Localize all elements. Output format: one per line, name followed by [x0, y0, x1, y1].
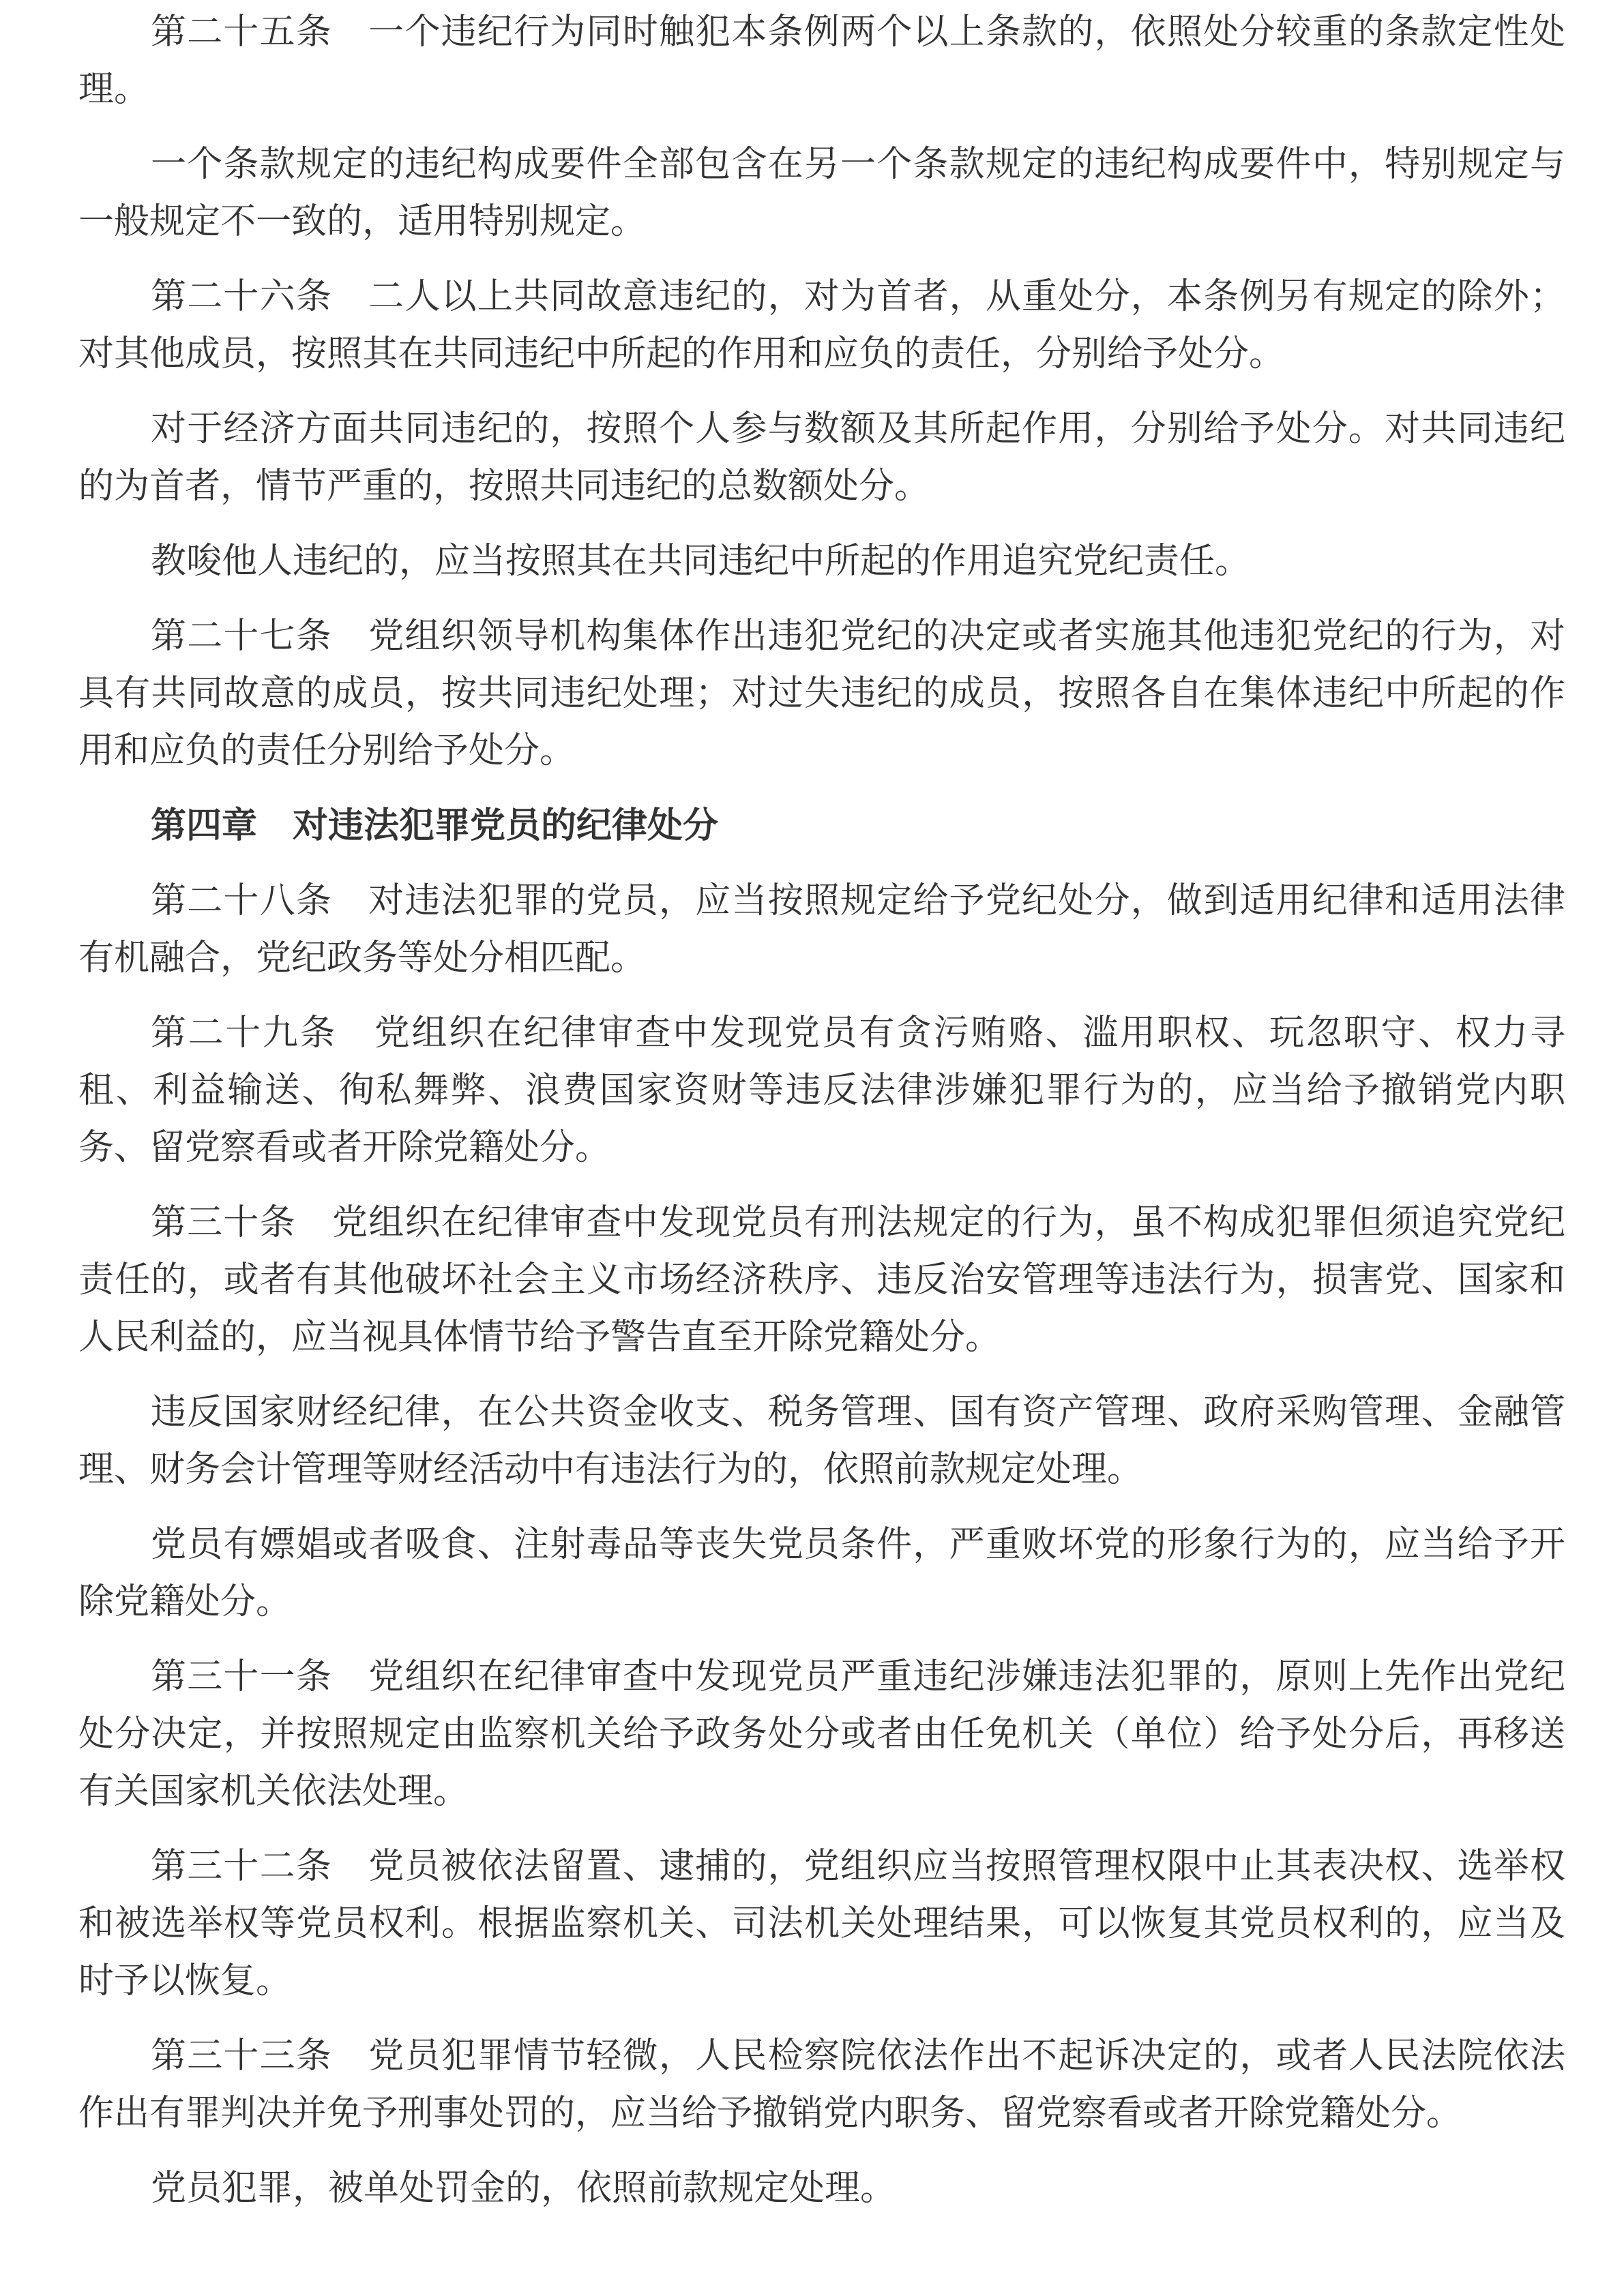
paragraph-article-29: 第二十九条 党组织在纪律审查中发现党员有贪污贿赂、滥用职权、玩忽职守、权力寻租、利益输送、徇私舞弊、浪费国家资财等违反法律涉嫌犯罪行为的，应当给予撤销党内职务、留党察看或者开除党籍处分。: [78, 1013, 1565, 1168]
paragraph-article-33: 第三十三条 党员犯罪情节轻微，人民检察院依法作出不起诉决定的，或者人民法院依法作出有罪判决并免予刑事处罚的，应当给予撤销党内职务、留党察看或者开除党籍处分。: [78, 2036, 1565, 2134]
paragraph: 党员犯罪，被单处罚金的，依照前款规定处理。: [151, 2168, 896, 2209]
paragraph: 党员有嫖娼或者吸食、注射毒品等丧失党员条件，严重败坏党的形象行为的，应当给予开除党籍处分。: [78, 1524, 1565, 1622]
paragraph: 对于经济方面共同违纪的，按照个人参与数额及其所起作用，分别给予处分。对共同违纪的为首者，情节严重的，按照共同违纪的总数额处分。: [78, 408, 1565, 507]
paragraph-article-31: 第三十一条 党组织在纪律审查中发现党员严重违纪涉嫌违法犯罪的，原则上先作出党纪处分决定，并按照规定由监察机关给予政务处分或者由任免机关（单位）给予处分后，再移送有关国家机关依法处理。: [78, 1656, 1565, 1812]
paragraph: 教唆他人违纪的，应当按照其在共同违纪中所起的作用追究党纪责任。: [151, 541, 1251, 582]
paragraph-article-26: 第二十六条 二人以上共同故意违纪的，对为首者，从重处分，本条例另有规定的除外；对其他成员，按照其在共同违纪中所起的作用和应负的责任，分别给予处分。: [78, 276, 1565, 374]
paragraph-article-27: 第二十七条 党组织领导机构集体作出违犯党纪的决定或者实施其他违犯党纪的行为，对具有共同故意的成员，按共同违纪处理；对过失违纪的成员，按照各自在集体违纪中所起的作用和应负的责任分别给予处分。: [78, 616, 1565, 771]
document-body: [78, 3, 1565, 2235]
chapter-heading: 第四章 对违法犯罪党员的纪律处分: [151, 805, 719, 846]
paragraph-article-32: 第三十二条 党员被依法留置、逮捕的，党组织应当按照管理权限中止其表决权、选举权和被选举权等党员权利。根据监察机关、司法机关处理结果，可以恢复其党员权利的，应当及时予以恢复。: [78, 1846, 1565, 2001]
paragraph-article-30: 第三十条 党组织在纪律审查中发现党员有刑法规定的行为，虽不构成犯罪但须追究党纪责任的，或者有其他破坏社会主义市场经济秩序、违反治安管理等违法行为，损害党、国家和人民利益的，应当视具体情节给予警告直至开除党籍处分。: [78, 1202, 1565, 1358]
paragraph: 一个条款规定的违纪构成要件全部包含在另一个条款规定的违纪构成要件中，特别规定与一般规定不一致的，适用特别规定。: [78, 144, 1565, 242]
paragraph: 违反国家财经纪律，在公共资金收支、税务管理、国有资产管理、政府采购管理、金融管理、财务会计管理等财经活动中有违法行为的，依照前款规定处理。: [78, 1392, 1565, 1490]
paragraph-article-28: 第二十八条 对违法犯罪的党员，应当按照规定给予党纪处分，做到适用纪律和适用法律有机融合，党纪政务等处分相匹配。: [78, 880, 1565, 979]
paragraph-article-25: 第二十五条 一个违纪行为同时触犯本条例两个以上条款的，依照处分较重的条款定性处理。: [78, 12, 1565, 110]
